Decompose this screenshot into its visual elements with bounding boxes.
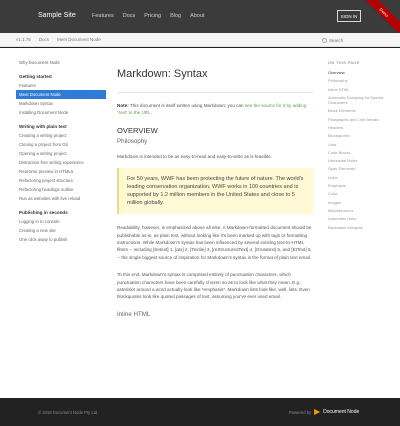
sidebar-item[interactable]: Creating a writing project (19, 133, 67, 138)
docs-sidebar (16, 58, 106, 244)
article (117, 68, 313, 318)
sidebar-item[interactable]: Installing Document Node (19, 110, 69, 115)
search-icon (322, 38, 327, 43)
source-link[interactable]: see the source for it by adding '.text' to the URL (117, 103, 307, 116)
toc-item[interactable]: Automatic Links (328, 216, 357, 222)
toc-title: ON THIS PAGE (328, 60, 360, 65)
toc-item[interactable]: Overview (328, 70, 345, 75)
table-of-contents (328, 60, 390, 233)
sign-in-button[interactable]: SIGN IN (337, 10, 361, 22)
sidebar-item[interactable]: Refactoring project structure (19, 178, 73, 183)
callout (117, 168, 313, 214)
sidebar-item[interactable]: Cloning a project from Git (19, 142, 68, 147)
inline-html-heading: Inline HTML (117, 310, 151, 318)
sidebar-item[interactable]: Creating a new site (19, 228, 56, 233)
sidebar-item[interactable]: Logging in to console (19, 219, 60, 224)
sidebar-item-active[interactable]: Meet Document Node (16, 90, 106, 99)
breadcrumb-bar (0, 33, 400, 47)
nav-about[interactable]: About (190, 13, 205, 19)
sidebar-item[interactable]: Markdown Syntax (19, 101, 54, 106)
sidebar-item[interactable]: Opening a writing project (19, 151, 67, 156)
footer (0, 398, 400, 426)
sidebar-item[interactable]: Distraction free writing experience (19, 160, 84, 165)
nav-features[interactable]: Features (92, 13, 114, 19)
document-node-logo-icon (314, 409, 320, 415)
top-navbar (0, 0, 400, 33)
toc-item[interactable]: Code (328, 191, 338, 197)
toc-item[interactable]: Philosophy (328, 78, 348, 84)
page-title: Markdown: Syntax (117, 68, 208, 80)
site-brand[interactable]: Sample Site (38, 12, 76, 19)
sidebar-section-title: Writing with plain text (19, 124, 67, 129)
readability-paragraph: Readability, however, is emphasized above all else. A Markdown-formatted document should be publishable as-is, as plain text, without looking like it's been marked up with tags or formatting instructions. While Markdown's syntax has been influenced by several existing text-to-HTML filters -- including [Setext] 1, [atx] 2, [Textile] 3, [reStructuredText] 4, [Grutatext] 5, and [EtText] 6 -- the single biggest source of inspiration for Markdown's syntax is the format of plain text email. (117, 225, 312, 260)
callout-text: For 50 years, WWF has been protecting the future of nature. The world's leading conservation organization, WWF works in 100 countries and is supported by 1.2 million members in the United States and close to 5 million globally. (127, 176, 304, 207)
toc-item[interactable]: Headers (328, 124, 344, 130)
intro-paragraph: Markdown is intended to be as easy-to-read and easy-to-write as is feasible. (117, 153, 272, 159)
note-text: This document is itself written using Markdown; you can (128, 103, 245, 108)
toc-item[interactable]: Automatic Escaping for Special Characters (328, 94, 384, 106)
sidebar-item[interactable]: Refactoring headings outline (19, 187, 74, 192)
sidebar-item[interactable]: Run as websites with live reload (19, 196, 81, 201)
note-end: . (150, 110, 152, 116)
demo-ribbon (360, 0, 400, 37)
toc-item[interactable]: Code Blocks (328, 149, 351, 155)
sidebar-item[interactable]: Real-time preview in HTML5 (19, 169, 74, 174)
main-nav (92, 13, 204, 19)
sidebar-item[interactable]: One click away to publish (19, 237, 68, 242)
sidebar-item-why[interactable]: Why Document Node (19, 60, 60, 65)
sidebar-section-title: Getting started (19, 74, 52, 79)
toc-item[interactable]: Block Elements (328, 108, 356, 114)
toc-item[interactable]: Links (328, 174, 338, 180)
page-content (0, 48, 400, 398)
nav-blog[interactable]: Blog (170, 13, 182, 19)
sidebar-section-title: Publishing in seconds (19, 210, 68, 215)
overview-heading: OVERVIEW (117, 125, 158, 135)
demo-ribbon-label: Demo (378, 6, 390, 19)
toc-item[interactable]: Lists (328, 141, 337, 147)
note-label: Note: (117, 103, 129, 108)
toc-item[interactable]: Images (328, 199, 342, 205)
breadcrumb-current[interactable]: Meet Document Node (57, 37, 101, 42)
divider (117, 92, 313, 93)
breadcrumb (16, 37, 101, 42)
toc-item[interactable]: Paragraphs and Line Breaks (328, 116, 379, 122)
note-paragraph (117, 102, 313, 117)
philosophy-heading: Philosophy (117, 137, 148, 145)
nav-pricing[interactable]: Pricing (144, 13, 162, 19)
sidebar-item[interactable]: Features (19, 83, 36, 88)
toc-item[interactable]: Emphasis (328, 183, 346, 189)
nav-docs[interactable]: Docs (122, 13, 136, 19)
search-box (322, 36, 380, 44)
toc-item[interactable]: Inline HTML (328, 86, 350, 92)
breadcrumb-docs[interactable]: Docs (38, 37, 50, 42)
powered-by-label: Powered by (289, 409, 312, 415)
search-input[interactable] (329, 38, 377, 43)
product-name[interactable]: Document Node (323, 409, 360, 415)
breadcrumb-version[interactable]: v1.1.76 (16, 37, 31, 42)
toc-item[interactable]: Blockquotes (328, 133, 350, 139)
toc-item[interactable]: Backslash Escapes (328, 224, 363, 230)
syntax-paragraph: To this end, Markdown's syntax is comprised entirely of punctuation characters, which punctuation characters have been carefully chosen so as to look like what they mean. E.g., asterisks around a word actually look like *emphasis*. Markdown lists look like, well, lists. Even blockquotes look like quoted passages of text, assuming you've ever used email. (117, 272, 310, 300)
toc-item[interactable]: Miscellaneous (328, 207, 354, 213)
copyright: © 2018 Document Node Pty Ltd (38, 410, 98, 415)
toc-item[interactable]: Span Elements (328, 166, 356, 172)
powered-by (289, 409, 359, 415)
toc-item[interactable]: Horizontal Rules (328, 158, 358, 164)
